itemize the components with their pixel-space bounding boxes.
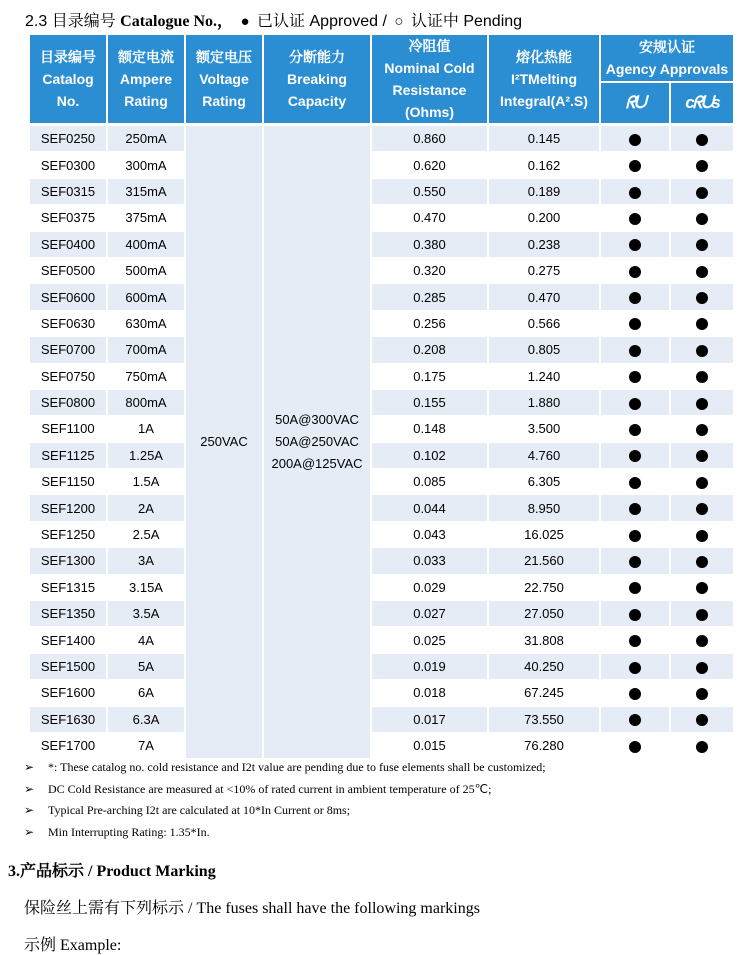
- cell-ul-approval: [601, 706, 669, 732]
- cell-i2t: 31.808: [489, 626, 599, 652]
- cell-resistance: 0.320: [372, 257, 487, 283]
- cell-resistance: 0.029: [372, 574, 487, 600]
- cell-i2t: 67.245: [489, 679, 599, 705]
- pending-circle-icon: ○: [394, 13, 404, 30]
- cell-cul-approval: [671, 363, 733, 389]
- catalogue-table: [28, 35, 735, 758]
- pending-cn: 认证中: [410, 13, 459, 30]
- table-row: [30, 442, 733, 468]
- table-row: [30, 204, 733, 230]
- cell-cul-approval: [671, 653, 733, 679]
- cell-ampere: 6.3A: [108, 706, 184, 732]
- cell-catalog: SEF0700: [30, 336, 106, 362]
- cell-i2t: 0.275: [489, 257, 599, 283]
- cell-ampere: 3.15A: [108, 574, 184, 600]
- approved-dot-icon: [696, 213, 708, 225]
- cell-i2t: 0.189: [489, 178, 599, 204]
- cell-ampere: 400mA: [108, 231, 184, 257]
- cell-resistance: 0.860: [372, 125, 487, 151]
- approved-dot-icon: [629, 450, 641, 462]
- cell-ampere: 1.25A: [108, 442, 184, 468]
- table-row: [30, 415, 733, 441]
- cell-cul-approval: [671, 231, 733, 257]
- approved-dot-icon: [696, 450, 708, 462]
- cell-catalog: SEF1630: [30, 706, 106, 732]
- cell-resistance: 0.043: [372, 521, 487, 547]
- cell-catalog: SEF1150: [30, 468, 106, 494]
- approved-dot-icon: [696, 371, 708, 383]
- cell-ampere: 375mA: [108, 204, 184, 230]
- header-breaking: 分断能力 Breaking Capacity: [264, 35, 370, 125]
- header-agency: 安规认证 Agency Approvals: [601, 35, 733, 83]
- approved-dot-icon: [696, 503, 708, 515]
- table-row: [30, 626, 733, 652]
- cell-voltage: 250VAC: [186, 125, 262, 758]
- header-cul-cert: [671, 83, 733, 125]
- cell-ul-approval: [601, 521, 669, 547]
- approved-dot-icon: [696, 187, 708, 199]
- note-item: ➢ *: These catalog no. cold resistance and I2t value are pending due to fuse elements shall be customized;: [24, 760, 546, 774]
- cell-cul-approval: [671, 151, 733, 177]
- cell-ampere: 800mA: [108, 389, 184, 415]
- product-marking-title: 3.产品标示 / Product Marking: [8, 863, 216, 880]
- cell-ampere: 2A: [108, 494, 184, 520]
- cell-catalog: SEF0400: [30, 231, 106, 257]
- cell-i2t: 1.880: [489, 389, 599, 415]
- cell-i2t: 76.280: [489, 732, 599, 758]
- cell-resistance: 0.470: [372, 204, 487, 230]
- cell-ampere: 1.5A: [108, 468, 184, 494]
- cell-i2t: 6.305: [489, 468, 599, 494]
- cell-ampere: 3A: [108, 547, 184, 573]
- cell-cul-approval: [671, 310, 733, 336]
- note-item: ➢ Typical Pre-arching I2t are calculated at 10*In Current or 8ms;: [24, 803, 351, 817]
- cell-catalog: SEF0600: [30, 283, 106, 309]
- cell-catalog: SEF1700: [30, 732, 106, 758]
- cell-ul-approval: [601, 151, 669, 177]
- approved-dot-icon: [629, 318, 641, 330]
- approved-dot-icon: [629, 609, 641, 621]
- approved-dot-icon: [696, 688, 708, 700]
- cell-i2t: 0.566: [489, 310, 599, 336]
- cell-catalog: SEF1300: [30, 547, 106, 573]
- marking-description: 保险丝上需有下列标示 / The fuses shall have the following markings: [24, 900, 480, 917]
- cell-i2t: 0.470: [489, 283, 599, 309]
- table-row: [30, 178, 733, 204]
- approved-dot-icon: [629, 530, 641, 542]
- cell-cul-approval: [671, 415, 733, 441]
- cell-ul-approval: [601, 336, 669, 362]
- table-row: [30, 468, 733, 494]
- cell-cul-approval: [671, 574, 733, 600]
- cell-i2t: 40.250: [489, 653, 599, 679]
- approved-dot-icon: [629, 160, 641, 172]
- cell-ampere: 5A: [108, 653, 184, 679]
- table-row: [30, 151, 733, 177]
- bullet-arrow-icon: ➢: [24, 781, 35, 796]
- cell-breaking: [264, 125, 370, 758]
- cell-ul-approval: [601, 389, 669, 415]
- cell-resistance: 0.256: [372, 310, 487, 336]
- cell-resistance: 0.175: [372, 363, 487, 389]
- table-row: [30, 521, 733, 547]
- table-row: [30, 310, 733, 336]
- cell-cul-approval: [671, 679, 733, 705]
- approved-dot-icon: [629, 239, 641, 251]
- cell-cul-approval: [671, 442, 733, 468]
- ul-recognized-icon: ᖇᑌ: [625, 93, 645, 113]
- approved-dot-icon: [696, 582, 708, 594]
- cell-ul-approval: [601, 310, 669, 336]
- approved-dot-icon: [629, 134, 641, 146]
- table-row: [30, 389, 733, 415]
- breaking-capacity-value: 50A@300VAC: [275, 412, 359, 428]
- cell-cul-approval: [671, 600, 733, 626]
- cell-resistance: 0.285: [372, 283, 487, 309]
- table-row: [30, 125, 733, 151]
- cell-i2t: 0.162: [489, 151, 599, 177]
- table-row: [30, 231, 733, 257]
- cell-cul-approval: [671, 626, 733, 652]
- cell-resistance: 0.155: [372, 389, 487, 415]
- approved-dot-icon: [629, 741, 641, 753]
- cell-resistance: 0.025: [372, 626, 487, 652]
- cell-i2t: 0.805: [489, 336, 599, 362]
- catalogue-table-body: [30, 125, 733, 758]
- cell-ampere: 630mA: [108, 310, 184, 336]
- notes-list: [24, 760, 546, 846]
- cell-cul-approval: [671, 178, 733, 204]
- cell-catalog: SEF0300: [30, 151, 106, 177]
- approved-dot-icon: ●: [240, 13, 250, 30]
- header-ul-cert: [601, 83, 669, 125]
- cell-ul-approval: [601, 732, 669, 758]
- cell-i2t: 73.550: [489, 706, 599, 732]
- cell-ul-approval: [601, 283, 669, 309]
- note-item: ➢ Min Interrupting Rating: 1.35*In.: [24, 824, 210, 839]
- cell-resistance: 0.033: [372, 547, 487, 573]
- cell-i2t: 0.200: [489, 204, 599, 230]
- cell-i2t: 3.500: [489, 415, 599, 441]
- approved-dot-icon: [629, 371, 641, 383]
- table-row: [30, 363, 733, 389]
- approved-dot-icon: [696, 239, 708, 251]
- cell-ul-approval: [601, 442, 669, 468]
- cell-catalog: SEF0375: [30, 204, 106, 230]
- cell-ampere: 7A: [108, 732, 184, 758]
- cell-cul-approval: [671, 521, 733, 547]
- cell-ampere: 750mA: [108, 363, 184, 389]
- cell-resistance: 0.017: [372, 706, 487, 732]
- cell-ul-approval: [601, 626, 669, 652]
- cell-ampere: 3.5A: [108, 600, 184, 626]
- approved-dot-icon: [696, 134, 708, 146]
- approved-dot-icon: [696, 477, 708, 489]
- cell-ul-approval: [601, 363, 669, 389]
- cell-catalog: SEF1200: [30, 494, 106, 520]
- cell-catalog: SEF1350: [30, 600, 106, 626]
- cell-resistance: 0.027: [372, 600, 487, 626]
- approved-dot-icon: [696, 662, 708, 674]
- cul-recognized-icon: cᖇᑌs: [685, 93, 719, 113]
- cell-i2t: 16.025: [489, 521, 599, 547]
- bullet-arrow-icon: ➢: [24, 760, 35, 774]
- cell-ampere: 4A: [108, 626, 184, 652]
- bullet-arrow-icon: ➢: [24, 803, 35, 817]
- cell-cul-approval: [671, 494, 733, 520]
- cell-cul-approval: [671, 706, 733, 732]
- cell-ampere: 2.5A: [108, 521, 184, 547]
- cell-i2t: 8.950: [489, 494, 599, 520]
- approved-dot-icon: [629, 714, 641, 726]
- table-row: [30, 283, 733, 309]
- cell-resistance: 0.015: [372, 732, 487, 758]
- approved-dot-icon: [629, 662, 641, 674]
- heading-cn-title: 目录编号: [51, 13, 116, 30]
- table-row: [30, 653, 733, 679]
- approved-dot-icon: [629, 582, 641, 594]
- approved-dot-icon: [696, 318, 708, 330]
- approved-dot-icon: [629, 503, 641, 515]
- cell-resistance: 0.102: [372, 442, 487, 468]
- cell-resistance: 0.019: [372, 653, 487, 679]
- approved-dot-icon: [629, 556, 641, 568]
- approved-dot-icon: [629, 266, 641, 278]
- approved-dot-icon: [629, 187, 641, 199]
- cell-ampere: 250mA: [108, 125, 184, 151]
- approved-dot-icon: [696, 424, 708, 436]
- table-row: [30, 679, 733, 705]
- cell-resistance: 0.208: [372, 336, 487, 362]
- cell-ul-approval: [601, 204, 669, 230]
- cell-catalog: SEF0800: [30, 389, 106, 415]
- cell-resistance: 0.085: [372, 468, 487, 494]
- cell-i2t: 21.560: [489, 547, 599, 573]
- approved-dot-icon: [696, 609, 708, 621]
- header-catalog: 目录编号 Catalog No.: [30, 35, 106, 125]
- cell-resistance: 0.018: [372, 679, 487, 705]
- bullet-arrow-icon: ➢: [24, 824, 35, 839]
- cell-ampere: 6A: [108, 679, 184, 705]
- cell-resistance: 0.380: [372, 231, 487, 257]
- approved-dot-icon: [696, 741, 708, 753]
- cell-i2t: 0.238: [489, 231, 599, 257]
- approved-dot-icon: [629, 398, 641, 410]
- cell-resistance: 0.148: [372, 415, 487, 441]
- cell-ul-approval: [601, 125, 669, 151]
- cell-cul-approval: [671, 204, 733, 230]
- cell-cul-approval: [671, 257, 733, 283]
- header-resistance: 冷阻值 Nominal Cold Resistance (Ohms): [372, 35, 487, 125]
- approved-dot-icon: [629, 424, 641, 436]
- cell-catalog: SEF1100: [30, 415, 106, 441]
- approved-dot-icon: [696, 635, 708, 647]
- table-row: [30, 732, 733, 758]
- cell-ampere: 600mA: [108, 283, 184, 309]
- approved-dot-icon: [696, 556, 708, 568]
- cell-cul-approval: [671, 336, 733, 362]
- approved-dot-icon: [696, 160, 708, 172]
- table-row: [30, 257, 733, 283]
- approved-en: Approved /: [309, 13, 387, 30]
- section-heading: [25, 8, 522, 31]
- cell-ul-approval: [601, 653, 669, 679]
- table-row: [30, 336, 733, 362]
- cell-catalog: SEF0500: [30, 257, 106, 283]
- cell-i2t: 22.750: [489, 574, 599, 600]
- cell-catalog: SEF0630: [30, 310, 106, 336]
- table-row: [30, 547, 733, 573]
- table-row: [30, 600, 733, 626]
- cell-catalog: SEF1400: [30, 626, 106, 652]
- cell-catalog: SEF1315: [30, 574, 106, 600]
- header-i2t: 熔化热能 I²TMelting Integral(A².S): [489, 35, 599, 125]
- cell-catalog: SEF1600: [30, 679, 106, 705]
- cell-ul-approval: [601, 679, 669, 705]
- cell-catalog: SEF0315: [30, 178, 106, 204]
- cell-i2t: 0.145: [489, 125, 599, 151]
- breaking-capacity-value: 200A@125VAC: [271, 456, 363, 472]
- table-row: [30, 574, 733, 600]
- cell-ampere: 700mA: [108, 336, 184, 362]
- cell-ampere: 1A: [108, 415, 184, 441]
- note-item: ➢ DC Cold Resistance are measured at <10% of rated current in ambient temperature of 25℃;: [24, 781, 492, 796]
- cell-ul-approval: [601, 468, 669, 494]
- cell-catalog: SEF1125: [30, 442, 106, 468]
- cell-catalog: SEF1250: [30, 521, 106, 547]
- header-voltage: 额定电压 Voltage Rating: [186, 35, 262, 125]
- cell-resistance: 0.550: [372, 178, 487, 204]
- cell-cul-approval: [671, 389, 733, 415]
- breaking-capacity-value: 50A@250VAC: [275, 434, 359, 450]
- approved-dot-icon: [696, 714, 708, 726]
- cell-catalog: SEF0250: [30, 125, 106, 151]
- pending-en: Pending: [463, 13, 523, 30]
- heading-number: 2.3: [25, 13, 48, 30]
- cell-catalog: SEF1500: [30, 653, 106, 679]
- cell-ampere: 300mA: [108, 151, 184, 177]
- cell-ul-approval: [601, 415, 669, 441]
- cell-cul-approval: [671, 468, 733, 494]
- cell-ul-approval: [601, 257, 669, 283]
- heading-en-title: Catalogue No.，: [120, 13, 234, 30]
- table-row: [30, 706, 733, 732]
- approved-dot-icon: [629, 635, 641, 647]
- table-row: [30, 494, 733, 520]
- cell-ampere: 500mA: [108, 257, 184, 283]
- cell-i2t: 1.240: [489, 363, 599, 389]
- approved-dot-icon: [629, 292, 641, 304]
- header-ampere: 额定电流 Ampere Rating: [108, 35, 184, 125]
- cell-cul-approval: [671, 283, 733, 309]
- cell-ul-approval: [601, 574, 669, 600]
- example-label: 示例 Example:: [24, 937, 122, 954]
- cell-ul-approval: [601, 231, 669, 257]
- approved-cn: 已认证: [257, 13, 306, 30]
- approved-dot-icon: [696, 266, 708, 278]
- approved-dot-icon: [629, 213, 641, 225]
- cell-i2t: 27.050: [489, 600, 599, 626]
- approved-dot-icon: [629, 477, 641, 489]
- cell-ul-approval: [601, 494, 669, 520]
- cell-resistance: 0.620: [372, 151, 487, 177]
- approved-dot-icon: [696, 292, 708, 304]
- cell-ampere: 315mA: [108, 178, 184, 204]
- approved-dot-icon: [696, 398, 708, 410]
- cell-cul-approval: [671, 732, 733, 758]
- cell-resistance: 0.044: [372, 494, 487, 520]
- cell-ul-approval: [601, 600, 669, 626]
- approved-dot-icon: [696, 345, 708, 357]
- cell-cul-approval: [671, 547, 733, 573]
- cell-cul-approval: [671, 125, 733, 151]
- cell-ul-approval: [601, 547, 669, 573]
- cell-catalog: SEF0750: [30, 363, 106, 389]
- cell-i2t: 4.760: [489, 442, 599, 468]
- approved-dot-icon: [696, 530, 708, 542]
- cell-ul-approval: [601, 178, 669, 204]
- approved-dot-icon: [629, 345, 641, 357]
- approved-dot-icon: [629, 688, 641, 700]
